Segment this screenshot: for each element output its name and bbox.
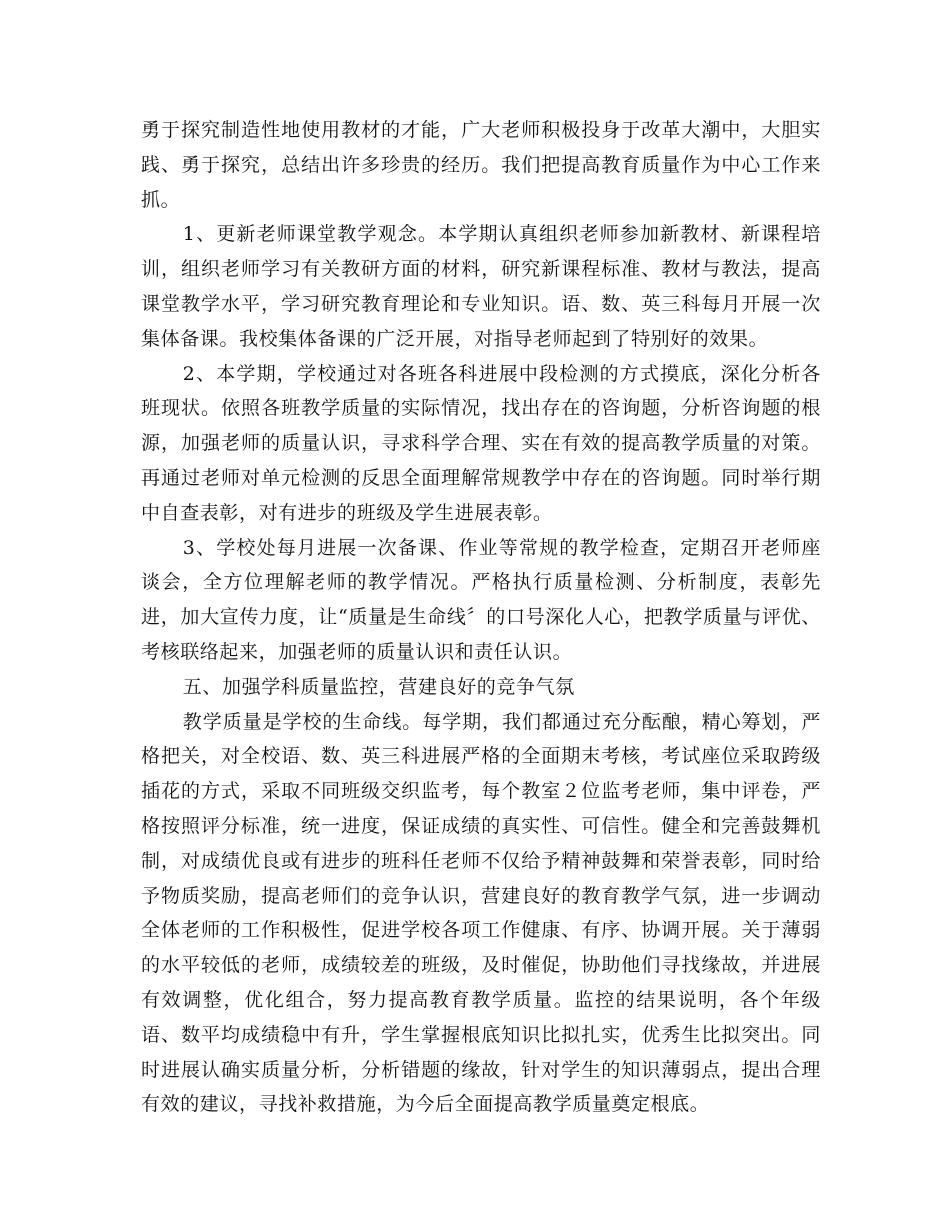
section-heading-5: 五、加强学科质量监控，营建良好的竞争气氛 bbox=[182, 675, 575, 698]
paragraph-item-1: 1、更新老师课堂教学观念。本学期认真组织老师参加新教材、新课程培训，组织老师学习有关教研方面的材料，研究新课程标准、教材与教法，提高课堂教学水平，学习研究教育理论和专业知识。语、数、英三科每月开展一次集体备课。我校集体备课的广泛开展，对指导老师起到了特别好的效果。 bbox=[141, 223, 821, 350]
paragraph-item-3: 3、学校处每月进展一次备课、作业等常规的教学检查，定期召开老师座谈会，全方位理解老师的教学情况。严格执行质量检测、分析制度，表彰先进，加大宣传力度，让“质量是生命线〞的口号深化人心，把教学质量与评优、考核联络起来，加强老师的质量认识和责任认识。 bbox=[141, 536, 821, 663]
document-body bbox=[141, 113, 821, 1122]
paragraph-section-5-body: 教学质量是学校的生命线。每学期，我们都通过充分酝酿，精心筹划，严格把关，对全校语、数、英三科进展严格的全面期末考核，考试座位采取跨级插花的方式，采取不同班级交织监考，每个教室２位监考老师，集中评卷，严格按照评分标准，统一进度，保证成绩的真实性、可信性。健全和完善鼓舞机制，对成绩优良或有进步的班科任老师不仅给予精神鼓舞和荣誉表彰，同时给予物质奖励，提高老师们的竞争认识，营建良好的教育教学气氛，进一步调动全体老师的工作积极性，促进学校各项工作健康、有序、协调开展。关于薄弱的水平较低的老师，成绩较差的班级，及时催促，协助他们寻找缘故，并进展有效调整，优化组合，努力提高教育教学质量。监控的结果说明，各个年级语、数平均成绩稳中有升，学生掌握根底知识比拟扎实，优秀生比拟突出。同时进展认确实质量分析，分析错题的缘故，针对学生的知识薄弱点，提出合理有效的建议，寻找补救措施，为今后全面提高教学质量奠定根底。 bbox=[141, 710, 821, 1116]
paragraph-continuation: 勇于探究制造性地使用教材的才能，广大老师积极投身于改革大潮中，大胆实践、勇于探究，总结出许多珍贵的经历。我们把提高教育质量作为中心工作来抓。 bbox=[141, 119, 821, 211]
paragraph-item-2: 2、本学期，学校通过对各班各科进展中段检测的方式摸底，深化分析各班现状。依照各班教学质量的实际情况，找出存在的咨询题，分析咨询题的根源，加强老师的质量认识，寻求科学合理、实在有效的提高教学质量的对策。再通过老师对单元检测的反思全面理解常规教学中存在的咨询题。同时举行期中自查表彰，对有进步的班级及学生进展表彰。 bbox=[141, 362, 821, 524]
